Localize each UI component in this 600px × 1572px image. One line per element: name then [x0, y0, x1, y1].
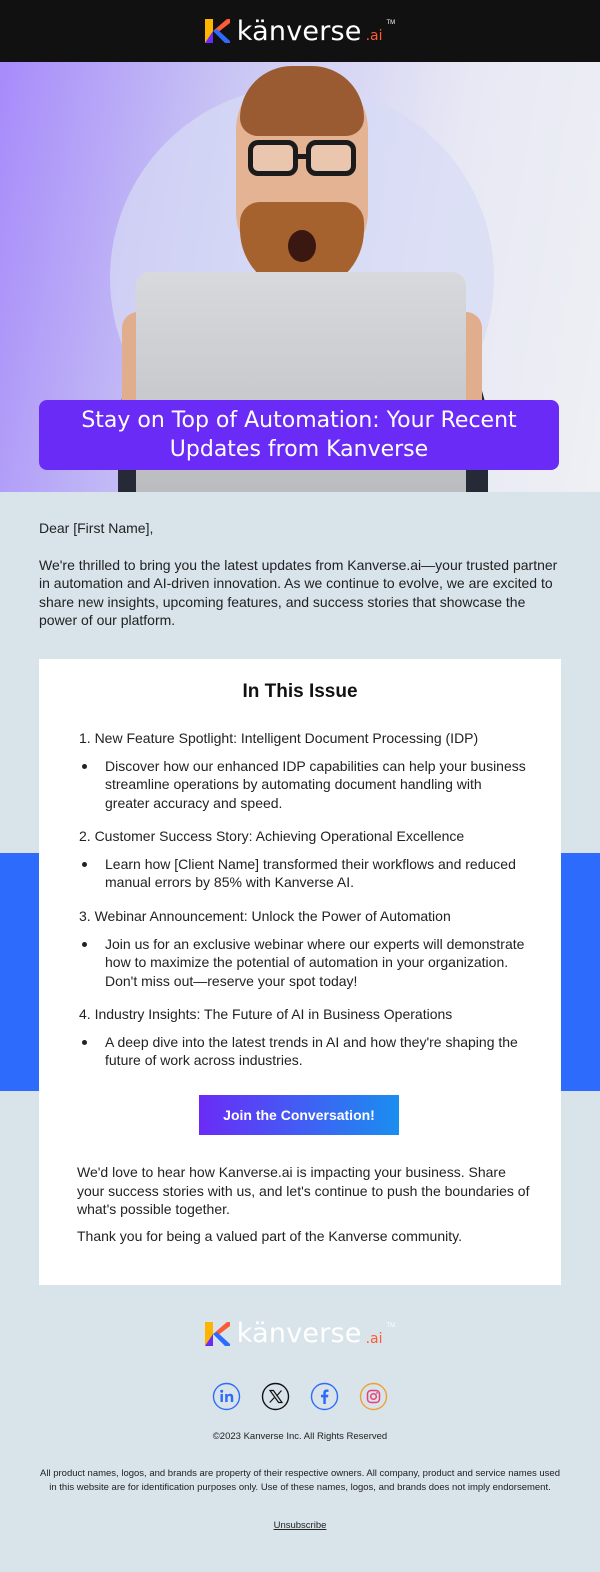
intro-section	[39, 519, 561, 648]
issue-item-bullet: Join us for an exclusive webinar where our experts will demonstrate how to maximize the potential of automation in your organization. Don't miss out—reserve your spot today!	[79, 935, 529, 991]
legal-disclaimer: All product names, logos, and brands are property of their respective owners. All company, product and service names used in this website are for identification purposes only. Use of these names, logos, and brands does not imply endorsement.	[40, 1468, 560, 1493]
footer-brand-wordmark: känverse	[236, 1318, 362, 1349]
issue-item	[79, 1005, 529, 1070]
header-bar	[0, 0, 600, 62]
footer-brand-logo[interactable]	[203, 1318, 397, 1349]
hero-headline: Stay on Top of Automation: Your Recent Updates from Kanverse	[81, 408, 517, 462]
kanverse-mark-icon	[203, 17, 231, 45]
intro-body: We're thrilled to bring you the latest updates from Kanverse.ai—your trusted partner in automation and AI-driven innovation. As we continue to evolve, we are excited to share new insights, upcoming features, and success stories that showcase the power of our platform.	[39, 556, 558, 628]
footer-brand-suffix: .ai	[365, 1330, 383, 1347]
issue-item-bullet: A deep dive into the latest trends in AI and how they're shaping the future of work across industries.	[79, 1033, 529, 1070]
closing-section	[77, 1163, 533, 1253]
issue-item-title: 3. Webinar Announcement: Unlock the Power of Automation	[79, 908, 451, 924]
accent-band-right	[561, 853, 600, 1091]
brand-tm: TM	[386, 20, 396, 26]
unsubscribe-wrap	[0, 1520, 600, 1531]
social-links	[212, 1382, 388, 1411]
issue-item-bullet: Learn how [Client Name] transformed their workflows and reduced manual errors by 85% with Kanverse AI.	[79, 855, 529, 892]
issue-item	[79, 827, 529, 892]
brand-logo[interactable]	[203, 16, 397, 47]
hero-glasses-right	[306, 140, 356, 176]
greeting: Dear [First Name],	[39, 520, 154, 536]
hero-glasses-left	[248, 140, 298, 176]
hero-person-mouth	[288, 230, 316, 262]
issue-item-title: 2. Customer Success Story: Achieving Operational Excellence	[79, 828, 465, 844]
x-icon[interactable]	[261, 1382, 290, 1411]
kanverse-mark-icon	[203, 1320, 231, 1348]
issue-heading: In This Issue	[242, 681, 358, 702]
unsubscribe-link[interactable]: Unsubscribe	[273, 1520, 327, 1531]
footer-brand-tm: TM	[386, 1322, 396, 1329]
linkedin-icon[interactable]	[212, 1382, 241, 1411]
hero-person-hair	[240, 66, 364, 136]
instagram-icon[interactable]	[359, 1382, 388, 1411]
footer-logo-wrap	[0, 1318, 600, 1349]
hero-glasses-bridge	[296, 154, 308, 159]
closing-thanks: Thank you for being a valued part of the Kanverse community.	[77, 1227, 462, 1244]
issue-item	[79, 729, 529, 812]
closing-paragraph: We'd love to hear how Kanverse.ai is impacting your business. Share your success stories with us, and let's continue to push the boundaries of what's possible together.	[77, 1164, 530, 1217]
accent-band-left	[0, 853, 39, 1091]
issue-item-title: 1. New Feature Spotlight: Intelligent Document Processing (IDP)	[79, 730, 479, 746]
issue-item-bullet: Discover how our enhanced IDP capabilities can help your business streamline operations by automating document handling with greater accuracy and speed.	[79, 757, 529, 813]
brand-suffix: .ai	[365, 28, 383, 44]
issue-card	[39, 659, 561, 1285]
brand-wordmark: känverse	[236, 15, 362, 47]
facebook-icon[interactable]	[310, 1382, 339, 1411]
hero-headline-banner	[39, 400, 559, 470]
copyright-text: ©2023 Kanverse Inc. All Rights Reserved	[212, 1431, 388, 1442]
issue-item-title: 4. Industry Insights: The Future of AI in Business Operations	[79, 1006, 453, 1022]
issue-item	[79, 907, 529, 990]
join-conversation-button[interactable]: Join the Conversation!	[199, 1095, 399, 1135]
